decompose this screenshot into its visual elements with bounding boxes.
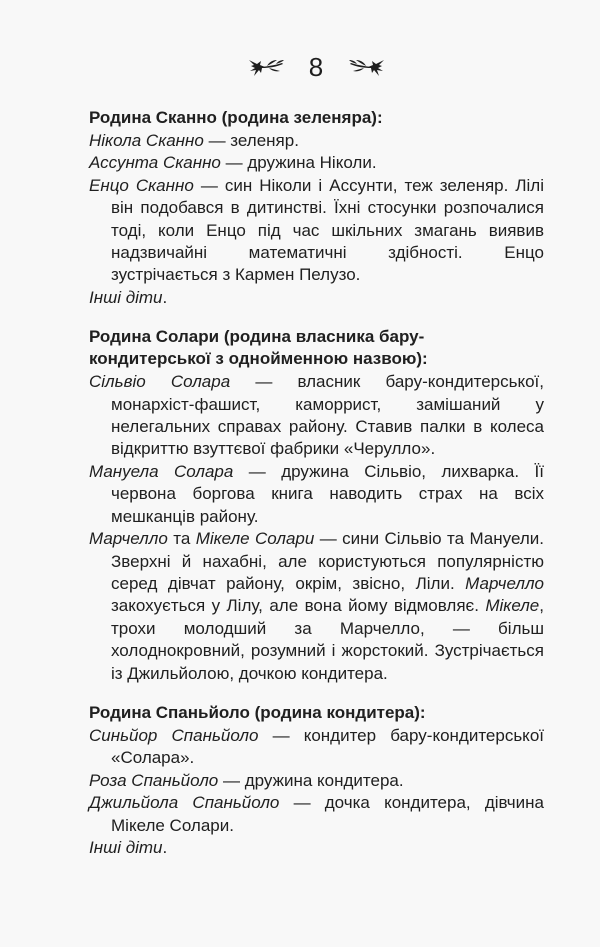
character-entry	[89, 371, 544, 461]
character-description: та	[167, 529, 196, 549]
character-description: — кондитер бару-кондитерської «Солара».	[111, 725, 544, 768]
character-description: — власник бару-кондитерської, монархіст-фашист, каморрист, замішаний у нелегальних справах району. Ставив палки в колеса відкриттю взуттєвої фабрики «Черулло».	[111, 372, 545, 459]
character-name: Нікола Сканно	[89, 131, 204, 150]
character-entry	[89, 175, 544, 287]
character-entry	[89, 130, 544, 152]
character-entry	[89, 792, 544, 837]
right-floral-ornament-icon	[338, 52, 388, 82]
section-title: Родина Сканно (родина зеленяра):	[89, 108, 383, 127]
character-list	[89, 107, 544, 876]
section-title: Родина Спаньйоло (родина кондитера):	[89, 702, 426, 722]
character-description: — дружина Сільвіо, лихварка. Її червона боргова книга наводить страх на всіх мешканців району.	[111, 461, 544, 526]
character-description: — дочка кондитера, дівчина Мікеле Солари.	[111, 793, 544, 835]
character-name: Інші діти	[89, 837, 163, 857]
left-floral-ornament-icon	[245, 52, 295, 82]
character-name: Мікеле Солари	[195, 529, 315, 549]
character-description: .	[162, 837, 168, 857]
character-description: — зеленяр.	[203, 131, 299, 150]
character-entry	[89, 837, 544, 859]
character-description: — сини Сільвіо та Мануели. Зверхні й нахабні, але користуються популярністю серед дівчат району, окрім, звісно, Ліли.	[111, 529, 544, 593]
character-entry	[89, 725, 544, 770]
character-name: Ассунта Сканно	[89, 153, 221, 173]
character-description: — дружина кондитера.	[218, 770, 404, 790]
character-name: Мануела Солара	[89, 461, 234, 481]
character-description: — дружина Ніколи.	[220, 153, 377, 173]
character-name: Енцо Сканно	[89, 175, 194, 195]
character-name: Синьйор Спаньйоло	[89, 725, 259, 745]
section-title: Родина Солари (родина власника бару-кондитерської з однойменною назвою):	[89, 327, 428, 369]
character-description: — син Ніколи і Ассунти, теж зеленяр. Лілі він подобався в дитинстві. Їхні стосунки розпочалися тоді, коли Енцо під час шкільних змагань виявив надзвичайні математичні здібності. Енцо зустрічається з Кармен Пелузо.	[111, 175, 545, 285]
character-entry	[89, 287, 544, 309]
character-entry	[89, 770, 544, 792]
character-entry	[89, 461, 544, 528]
character-name: Сільвіо Солара	[89, 372, 231, 392]
family-section-scanno	[89, 107, 544, 309]
character-description: .	[162, 287, 168, 307]
character-description: закохується у Лілу, але вона йому відмовляє.	[111, 596, 486, 616]
page-header	[89, 47, 544, 87]
character-name: Мікеле	[485, 596, 540, 616]
family-section-solara	[89, 326, 544, 685]
character-name: Марчелло	[89, 529, 168, 549]
family-section-spagnuolo	[89, 702, 544, 859]
character-entry	[89, 528, 544, 685]
character-name: Марчелло	[465, 573, 544, 593]
character-description: , трохи молодший за Марчелло, — більш холоднокровний, розумний і жорстокий. Зустрічається із Джильйолою, дочкою кондитера.	[111, 596, 544, 683]
character-name: Роза Спаньйоло	[89, 770, 219, 790]
character-entry	[89, 152, 544, 174]
character-name: Інші діти	[89, 287, 163, 307]
page-number: 8	[308, 52, 325, 82]
character-name: Джильйола Спаньйоло	[89, 793, 280, 813]
